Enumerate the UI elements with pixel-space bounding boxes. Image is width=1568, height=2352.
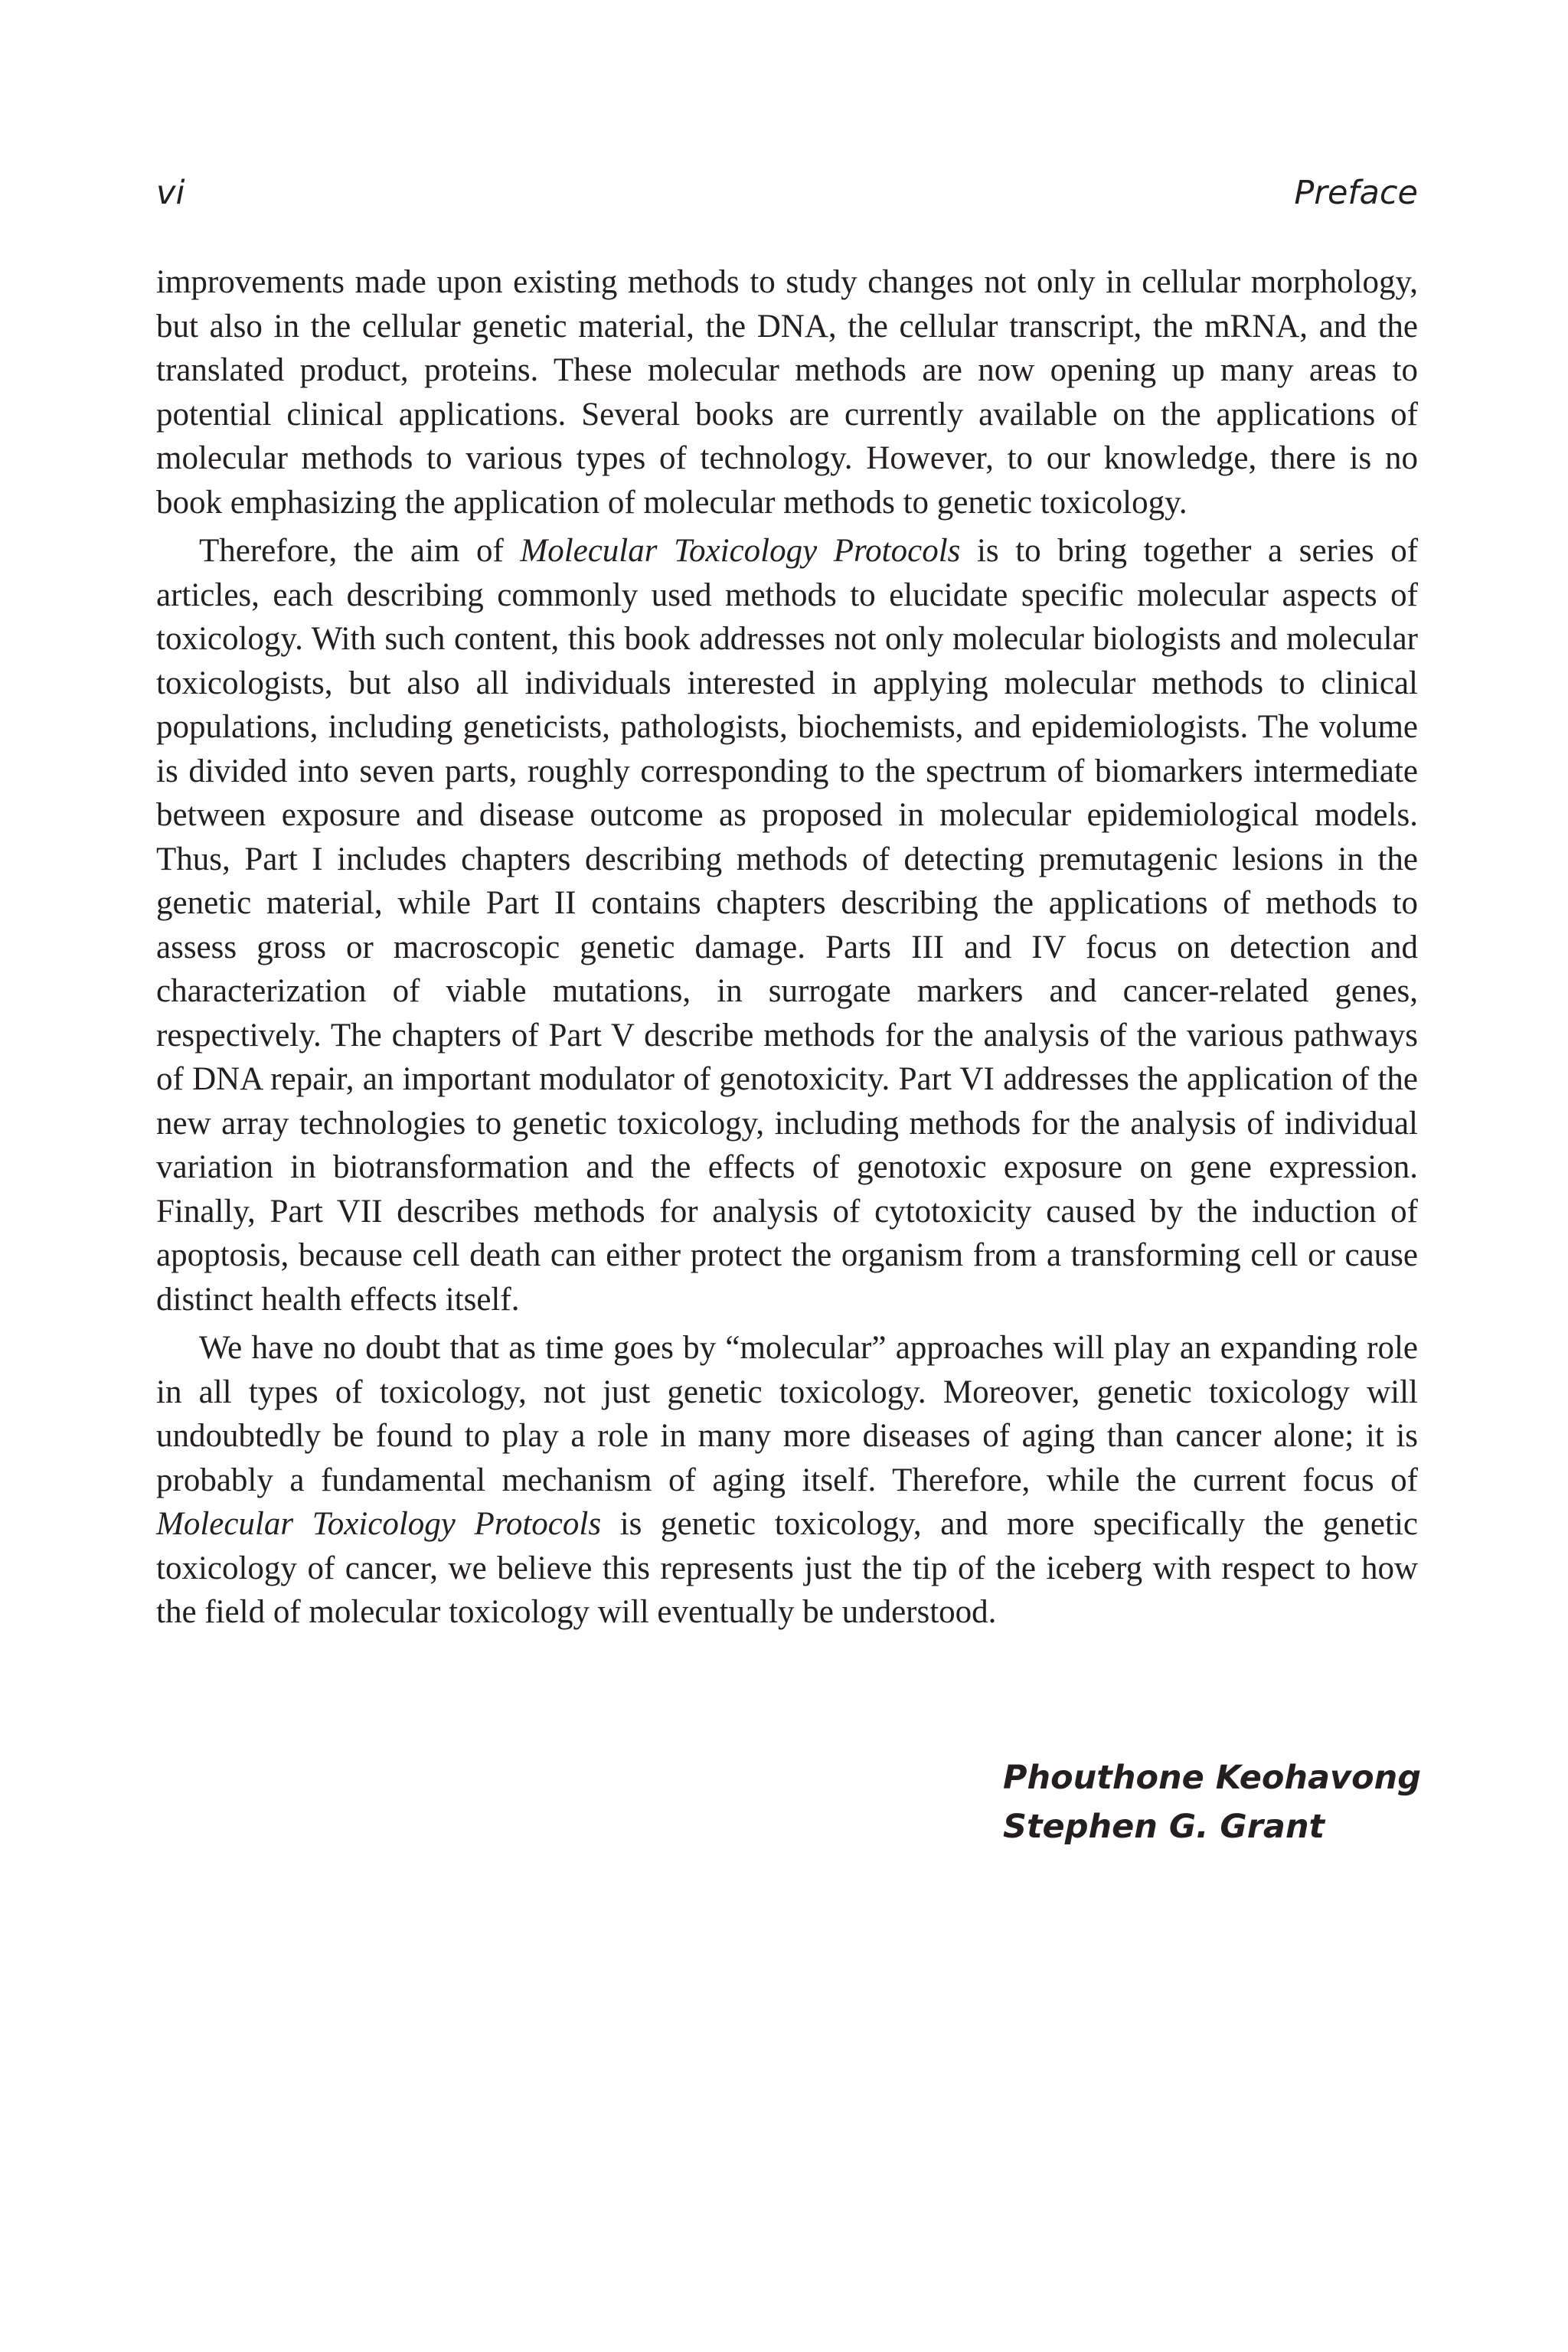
paragraph-text: is genetic toxicology, and more specifically the genetic toxicology of cancer, we believe this represents just the tip of the iceberg with respect to how the field of molecular toxicology will eventually be understood. bbox=[156, 1506, 1418, 1630]
paragraph-text: We have no doubt that as time goes by “molecular” approaches will play an expanding role in all types of toxicology, not just genetic toxicology. Moreover, genetic toxicology will undoubtedly be found to play a role in many more diseases of aging than cancer alone; it is probably a fundamental mechanism of aging itself. Therefore, while the current focus of bbox=[156, 1330, 1418, 1498]
page-number: vi bbox=[156, 174, 185, 212]
preface-body bbox=[156, 260, 1418, 1635]
paragraph-aim bbox=[156, 529, 1418, 1321]
paragraph-text: Therefore, the aim of bbox=[199, 533, 521, 569]
paragraph-continuation bbox=[156, 260, 1418, 524]
author-name: Phouthone Keohavong bbox=[1003, 1759, 1422, 1797]
paragraph-outlook bbox=[156, 1326, 1418, 1635]
book-title-italic: Molecular Toxicology Protocols bbox=[520, 533, 961, 569]
paragraph-text: is to bring together a series of articles, each describing commonly used methods to elucidate specific molecular aspects of toxicology. With such content, this book addresses not only molecular biologists and molecular toxicologists, but also all individuals interested in applying molecular methods to clinical populations, including geneticists, pathologists, biochemists, and epidemiologists. The volume is divided into seven parts, roughly corresponding to the spectrum of biomarkers intermediate between exposure and disease outcome as proposed in molecular epidemiological models. Thus, Part I includes chapters describing methods of detecting premutagenic lesions in the genetic material, while Part II contains chapters describing the applications of methods to assess gross or macroscopic genetic damage. Parts III and IV focus on detection and characterization of viable mutations, in surrogate markers and cancer-related genes, respectively. The chapters of Part V describe methods for the analysis of the various pathways of DNA repair, an important modulator of genotoxicity. Part VI addresses the application of the new array technologies to genetic toxicology, including methods for the analysis of individual variation in biotransformation and the effects of genotoxic exposure on gene expression. Finally, Part VII describes methods for analysis of cytotoxicity caused by the induction of apoptosis, because cell death can either protect the organism from a transforming cell or cause distinct health effects itself. bbox=[156, 533, 1419, 1318]
book-title-italic: Molecular Toxicology Protocols bbox=[156, 1506, 602, 1542]
author-name: Stephen G. Grant bbox=[1003, 1808, 1325, 1846]
author-signature-block bbox=[1003, 1753, 1421, 1851]
section-title: Preface bbox=[1294, 174, 1418, 212]
running-head bbox=[156, 170, 1418, 216]
paragraph-text: improvements made upon existing methods to study changes not only in cellular morphology, but also in the cellular genetic material, the DNA, the cellular transcript, the mRNA, and the translated product, proteins. These molecular methods are now opening up many areas to potential clinical applications. Several books are currently available on the applications of molecular methods to various types of technology. However, to our knowledge, there is no book emphasizing the application of molecular methods to genetic toxicology. bbox=[156, 264, 1418, 521]
